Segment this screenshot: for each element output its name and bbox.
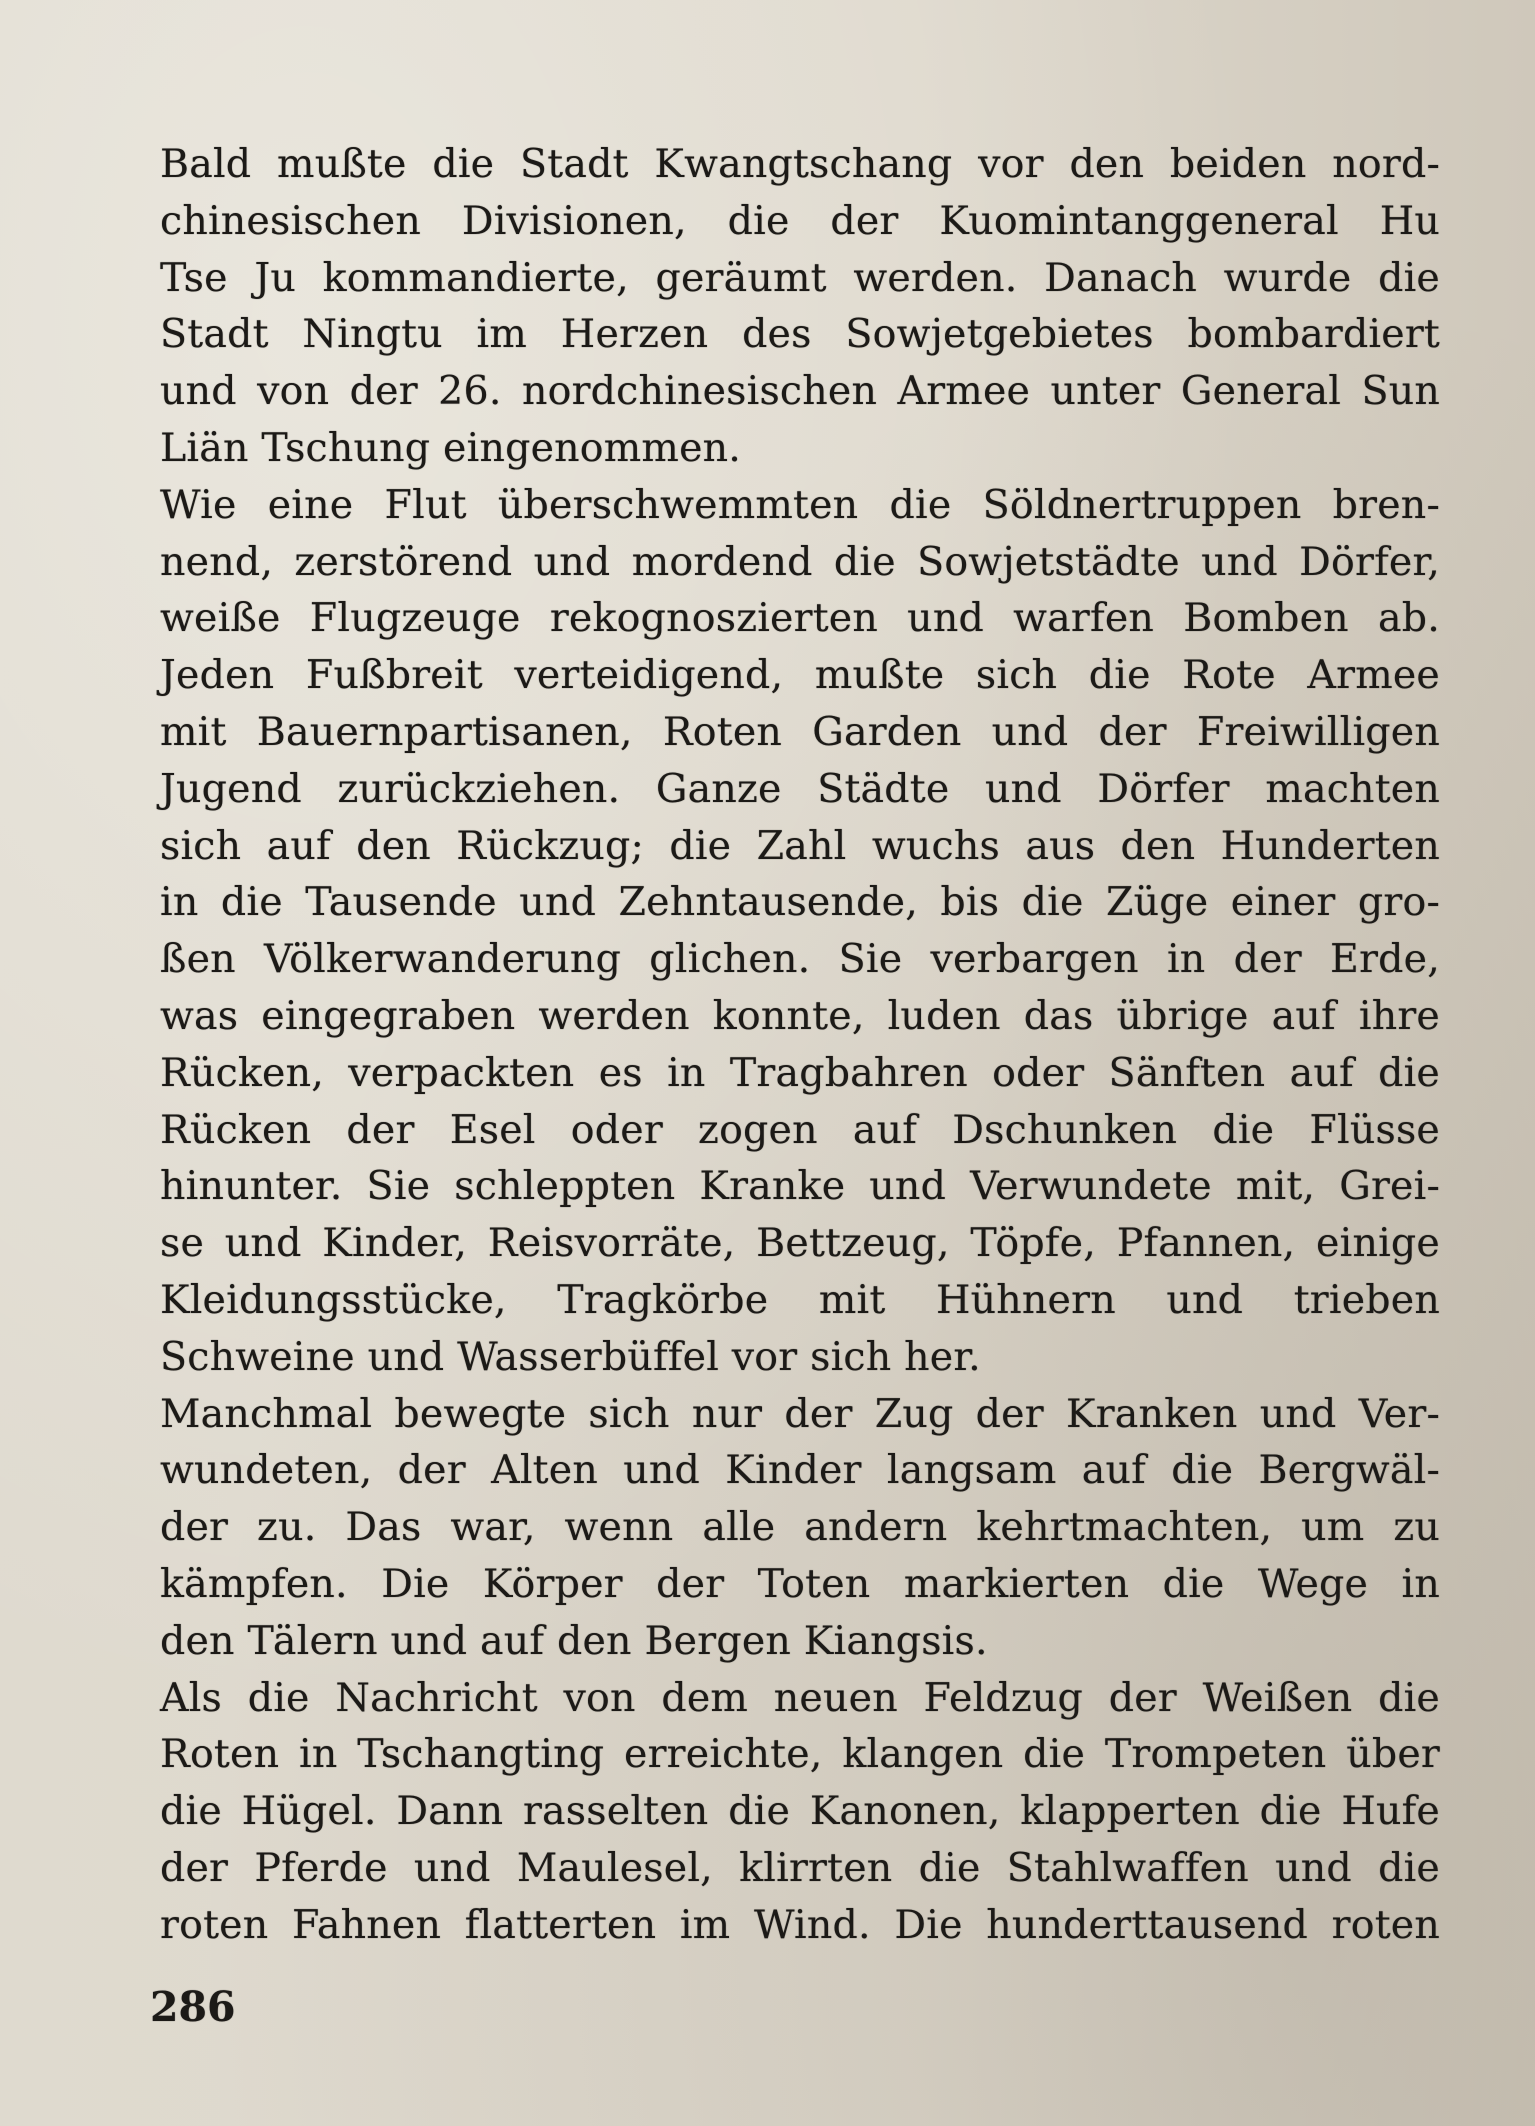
text-line: den Tälern und auf den Bergen Kiangsis. (160, 1617, 988, 1664)
text-line: Liän Tschung eingenommen. (160, 424, 742, 471)
text-line: die Hügel. Dann rasselten die Kanonen, klapperten die Hufe (160, 1788, 1440, 1835)
text-line: der zu. Das war, wenn alle andern kehrtmachten, um zu (160, 1504, 1440, 1551)
text-line: wundeten, der Alten und Kinder langsam auf die Bergwäl- (160, 1447, 1440, 1494)
text-line: Jugend zurückziehen. Ganze Städte und Dörfer machten (160, 765, 1440, 812)
text-line: nend, zerstörend und mordend die Sowjetstädte und Dörfer, (160, 538, 1440, 585)
text-line: hinunter. Sie schleppten Kranke und Verwundete mit, Grei- (160, 1163, 1440, 1210)
text-line: ßen Völkerwanderung glichen. Sie verbargen in der Erde, (160, 936, 1440, 983)
text-line: sich auf den Rückzug; die Zahl wuchs aus den Hunderten (160, 822, 1440, 869)
text-line: und von der 26. nordchinesischen Armee unter General Sun (160, 368, 1440, 415)
text-line: der Pferde und Maulesel, klirrten die Stahlwaffen und die (160, 1844, 1440, 1891)
text-line: Rücken, verpackten es in Tragbahren oder Sänften auf die (160, 1049, 1440, 1096)
text-line: Kleidungsstücke, Tragkörbe mit Hühnern und trieben (160, 1276, 1440, 1323)
text-line: Stadt Ningtu im Herzen des Sowjetgebietes bombardiert (160, 311, 1440, 358)
text-line: Wie eine Flut überschwemmten die Söldnertruppen bren- (160, 481, 1440, 528)
text-line: in die Tausende und Zehntausende, bis die Züge einer gro- (160, 879, 1440, 926)
text-line: was eingegraben werden konnte, luden das übrige auf ihre (160, 992, 1440, 1039)
text-line: se und Kinder, Reisvorräte, Bettzeug, Töpfe, Pfannen, einige (160, 1220, 1440, 1267)
text-line: chinesischen Divisionen, die der Kuomintanggeneral Hu (160, 197, 1440, 244)
text-line: weiße Flugzeuge rekognoszierten und warfen Bomben ab. (160, 595, 1440, 642)
text-line: Bald mußte die Stadt Kwangtschang vor den beiden nord- (160, 141, 1440, 187)
text-line: kämpfen. Die Körper der Toten markierten die Wege in (160, 1560, 1440, 1607)
body-text (160, 136, 1440, 1954)
text-line: Manchmal bewegte sich nur der Zug der Kranken und Ver- (160, 1390, 1440, 1437)
text-line: Als die Nachricht von dem neuen Feldzug der Weißen die (160, 1674, 1440, 1721)
text-line: mit Bauernpartisanen, Roten Garden und der Freiwilligen (160, 708, 1440, 755)
text-line: Tse Ju kommandierte, geräumt werden. Danach wurde die (160, 254, 1440, 301)
text-line: roten Fahnen flatterten im Wind. Die hunderttausend roten (160, 1901, 1440, 1948)
text-line: Rücken der Esel oder zogen auf Dschunken die Flüsse (160, 1106, 1440, 1153)
page-number: 286 (150, 1983, 236, 2031)
text-line: Jeden Fußbreit verteidigend, mußte sich die Rote Armee (160, 652, 1440, 699)
text-line: Schweine und Wasserbüffel vor sich her. (160, 1333, 981, 1380)
text-line: Roten in Tschangting erreichte, klangen die Trompeten über (160, 1731, 1440, 1778)
